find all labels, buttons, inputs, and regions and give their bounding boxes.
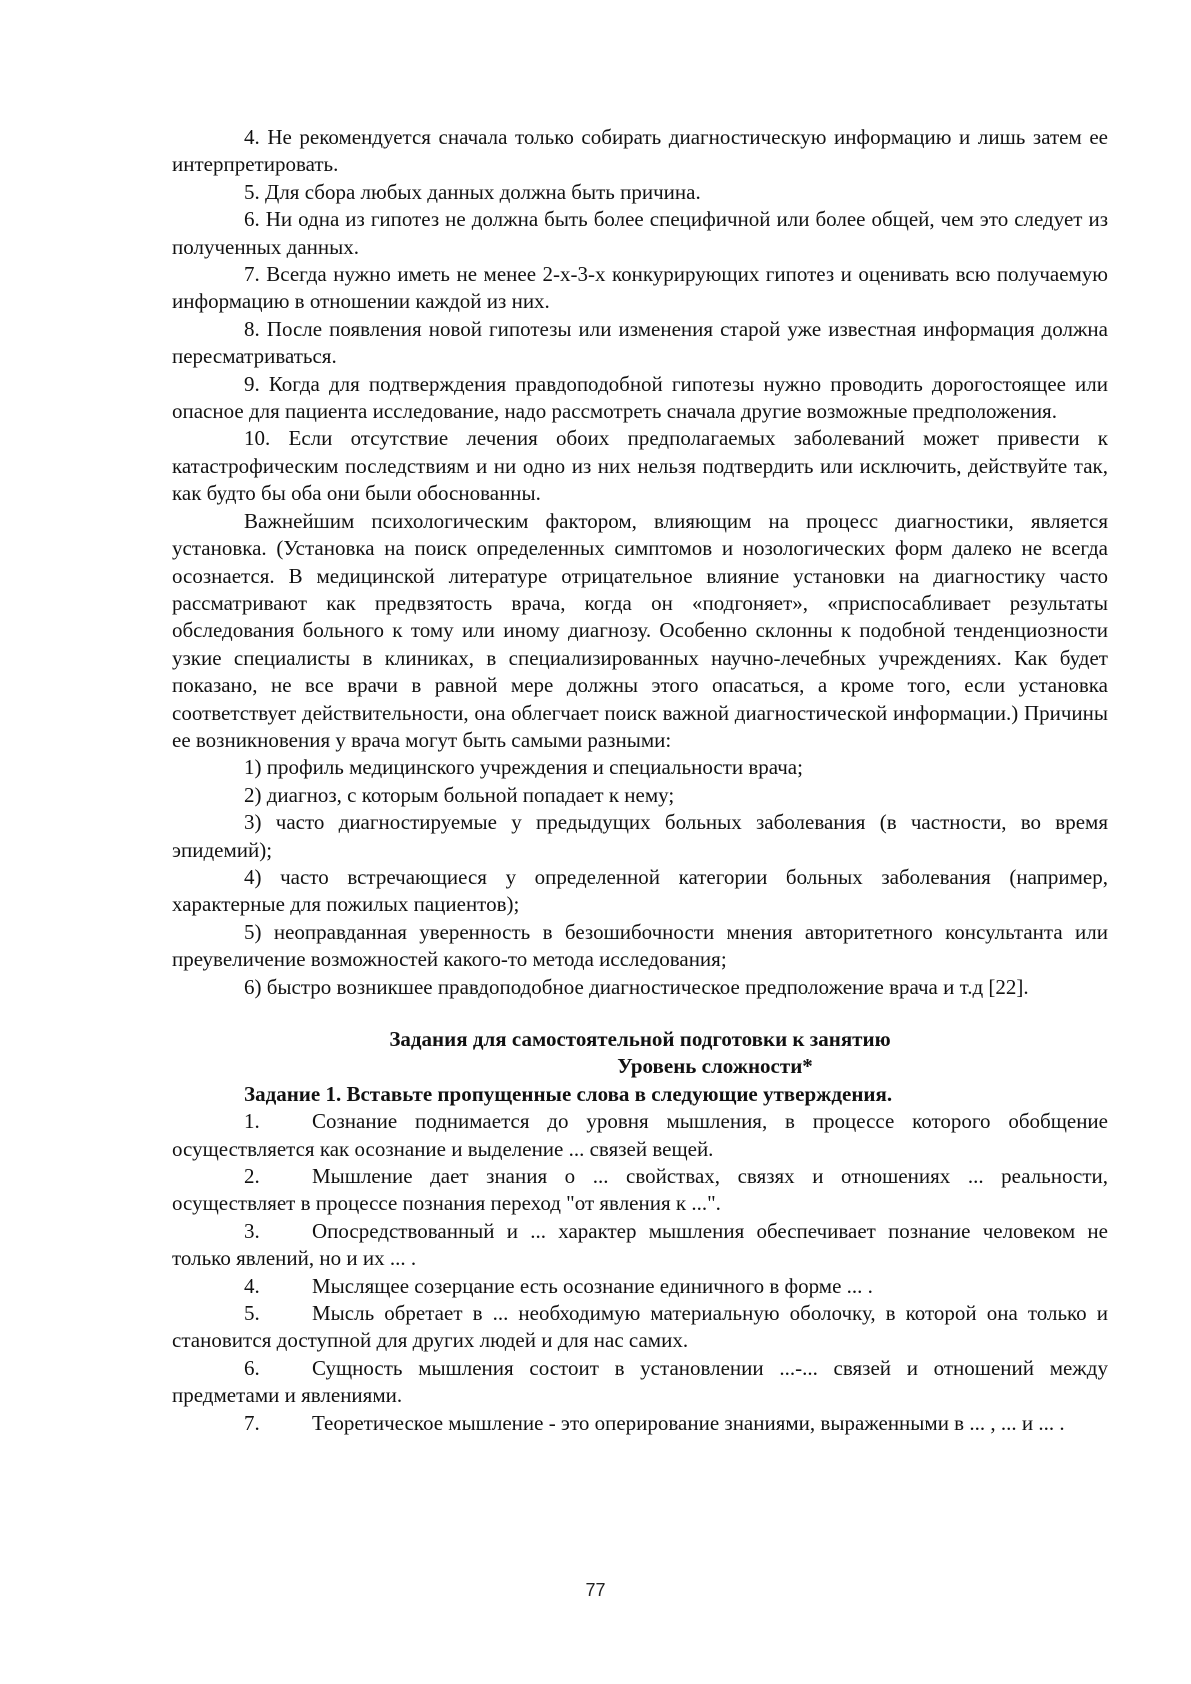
task-item-number: 6.	[244, 1355, 260, 1380]
paragraph-rule-8: 8. После появления новой гипотезы или изменения старой уже известная информация должна пересматриваться.	[172, 316, 1108, 369]
task-item-number: 3.	[244, 1218, 260, 1243]
page-number: 77	[585, 1580, 606, 1600]
task-title	[172, 1081, 1108, 1108]
task-item-text: Опосредствованный и ... характер мышления обеспечивает познание человеком не только явлений, но и их ... .	[172, 1218, 1108, 1271]
task-item-text: Мыслящее созерцание есть осознание единичного в форме ... .	[312, 1273, 873, 1298]
task-item-text: Мышление дает знания о ... свойствах, связях и отношениях ... реальности, осуществляет в процессе познания переход "от явления к ...".	[172, 1164, 1108, 1216]
paragraph-installation: Важнейшим психологическим фактором, влияющим на процесс диагностики, является установка. (Установка на поиск определенных симптомов и нозологических форм далеко не всегда осознается. В медицинской литературе отрицательное влияние установки на диагностику часто рассматривают как предвзятость врача, когда он «подгоняет», «приспосабливает результаты обследования больного к тому или иному диагнозу. Особенно склонны к подобной тенденциозности узкие специалисты в клиниках, в специализированных научно-лечебных учреждениях. Как будет показано, не все врачи в равной мере должны этого опасаться, а кроме того, если установка соответствует действительности, она облегчает поиск важной диагностической информации.) Причины ее возникновения у врача могут быть самыми разными:	[172, 508, 1108, 752]
paragraph-rule-10: 10. Если отсутствие лечения обоих предполагаемых заболеваний может привести к катастрофическим последствиям и ни одно из них нельзя подтвердить или исключить, действуйте так, как будто бы оба они были обоснованны.	[172, 426, 1108, 506]
task-item-number: 2.	[244, 1164, 260, 1189]
task-item-text: Сущность мышления состоит в установлении ...-... связей и отношений между предметами и явлениями.	[172, 1355, 1108, 1408]
task-item-5	[172, 1300, 1108, 1355]
task-item-1	[172, 1108, 1108, 1163]
task-item-4	[172, 1273, 1108, 1300]
task-item-7	[172, 1410, 1108, 1437]
task-item-text: Теоретическое мышление - это оперирование знаниями, выраженными в ... , ... и ... .	[312, 1410, 1065, 1435]
task-item-text: Мысль обретает в ... необходимую материальную оболочку, в которой она только и становится доступной для других людей и для нас самих.	[172, 1301, 1108, 1353]
paragraph-rule-9: 9. Когда для подтверждения правдоподобной гипотезы нужно проводить дорогостоящее или опасное для пациента исследование, надо рассмотреть сначала другие возможные предположения.	[172, 371, 1108, 424]
section-heading: Задания для самостоятельной подготовки к занятию	[389, 1027, 891, 1051]
task-item-number: 4.	[244, 1273, 260, 1298]
task-item-text: Сознание поднимается до уровня мышления, в процессе которого обобщение осуществляется как осознание и выделение ... связей вещей.	[172, 1109, 1108, 1161]
difficulty-level-heading: Уровень сложности*	[617, 1054, 813, 1079]
list-item-cause-3: 3) часто диагностируемые у предыдущих больных заболевания (в частности, во время эпидемий);	[172, 810, 1108, 862]
task-item-6	[172, 1355, 1108, 1410]
paragraph-rule-6: 6. Ни одна из гипотез не должна быть более специфичной или более общей, чем это следует из полученных данных.	[172, 207, 1108, 259]
task-item-number: 1.	[244, 1109, 260, 1134]
task-item-3	[172, 1218, 1108, 1273]
task-item-number: 5.	[244, 1301, 260, 1326]
paragraph-rule-7: 7. Всегда нужно иметь не менее 2-х-3-х конкурирующих гипотез и оценивать всю получаемую информацию в отношении каждой из них.	[172, 262, 1108, 314]
list-item-cause-4: 4) часто встречающиеся у определенной категории больных заболевания (например, характерные для пожилых пациентов);	[172, 864, 1108, 917]
list-item-cause-2: 2) диагноз, с которым больной попадает к нему;	[244, 782, 675, 807]
list-item-cause-1: 1) профиль медицинского учреждения и специальности врача;	[244, 755, 803, 780]
task-item-number: 7.	[244, 1410, 260, 1435]
paragraph-rule-5: 5. Для сбора любых данных должна быть причина.	[244, 179, 701, 204]
paragraph-rule-4: 4. Не рекомендуется сначала только собирать диагностическую информацию и лишь затем ее интерпретировать.	[172, 125, 1108, 177]
task-item-2	[172, 1163, 1108, 1218]
list-item-cause-5: 5) неоправданная уверенность в безошибочности мнения авторитетного консультанта или преувеличение возможностей какого-то метода исследования;	[172, 919, 1108, 972]
document-page	[172, 124, 1108, 1437]
task-instruction: . Вставьте пропущенные слова в следующие утверждения.	[335, 1081, 893, 1106]
task-label: Задание 1	[244, 1081, 336, 1106]
list-item-cause-6: 6) быстро возникшее правдоподобное диагностическое предположение врача и т.д [22].	[244, 974, 1029, 999]
